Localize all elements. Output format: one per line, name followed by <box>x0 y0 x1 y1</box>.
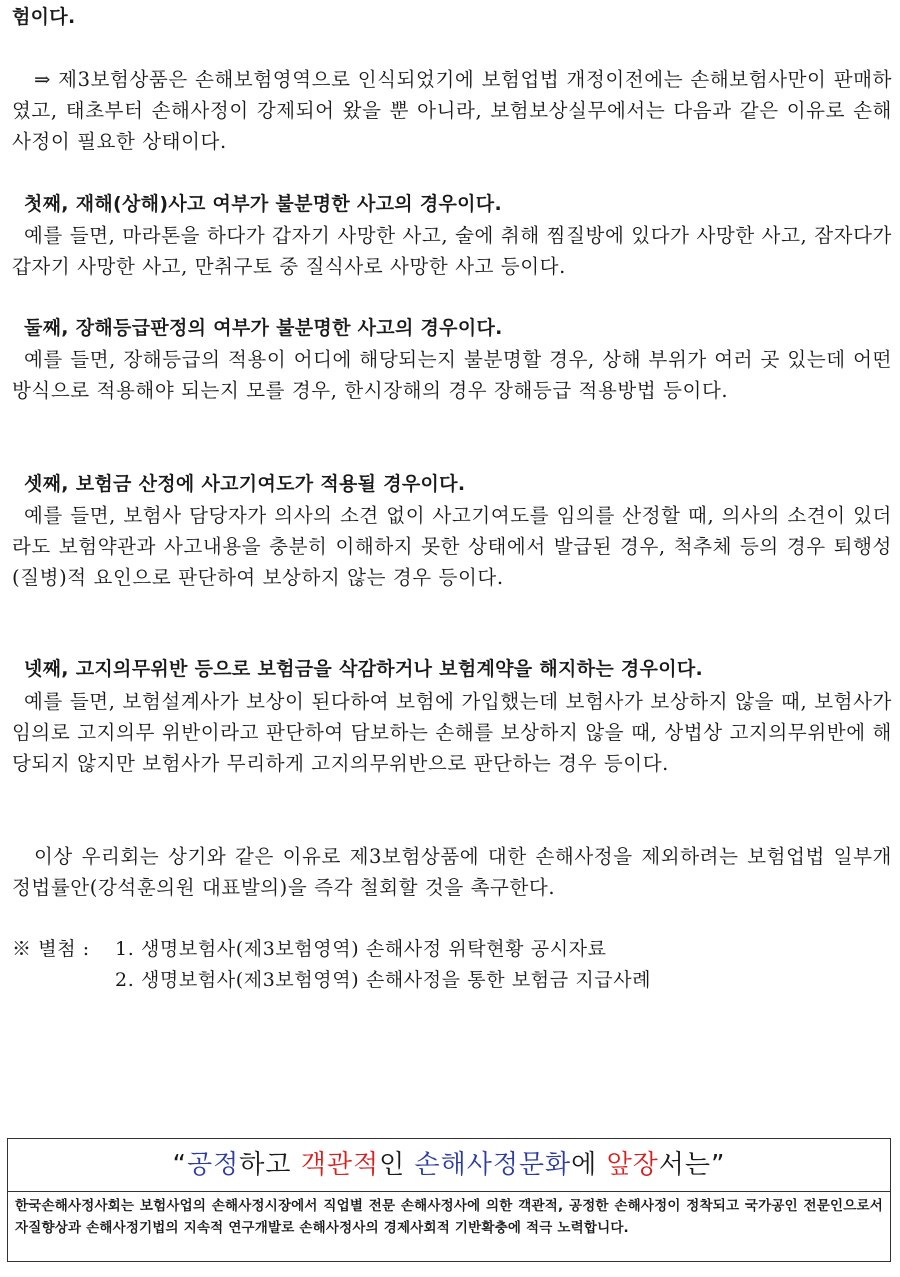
slogan-part: 공정 <box>186 1150 240 1180</box>
slogan-part: 서는” <box>658 1150 726 1180</box>
section-3-body: 예를 들면, 보험사 담당자가 의사의 소견 없이 사고기여도를 임의를 산정할 때, 의사의 소견이 있더라도 보험약관과 사고내용을 충분히 이해하지 못한 상태에서 발급된 경우, 척추체 등의 경우 퇴행성(질병)적 요인으로 판단하여 보상하지 않는 경우 등이다. <box>12 504 892 589</box>
slogan-part: 손해사정문화 <box>414 1150 572 1180</box>
conclusion-paragraph: 이상 우리회는 상기와 같은 이유로 제3보험상품에 대한 손해사정을 제외하려는 보험업법 일부개정법률안(강석훈의원 대표발의)을 즉각 철회할 것을 촉구한다. <box>12 845 892 899</box>
section-4-heading: 넷째, 고지의무위반 등으로 보험금을 삭감하거나 보험계약을 해지하는 경우이다. <box>24 658 704 680</box>
section-1-body: 예를 들면, 마라톤을 하다가 갑자기 사망한 사고, 술에 취해 찜질방에 있다가 사망한 사고, 잠자다가 갑자기 사망한 사고, 만취구토 중 질식사로 사망한 사고 등이다. <box>12 224 892 278</box>
section-2-body: 예를 들면, 장해등급의 적용이 어디에 해당되는지 불분명할 경우, 상해 부위가 여러 곳 있는데 어떤 방식으로 적용해야 되는지 모를 경우, 한시장해의 경우 장해등급 적용방법 등이다. <box>12 348 892 402</box>
intro-paragraph: ⇒ 제3보험상품은 손해보험영역으로 인식되었기에 보험업법 개정이전에는 손해보험사만이 판매하였고, 태초부터 손해사정이 강제되어 왔을 뿐 아니라, 보험보상실무에서는 다음과 같은 이유로 손해사정이 필요한 상태이다. <box>12 68 892 153</box>
footer-box <box>7 1138 891 1262</box>
slogan-part: 에 <box>571 1150 607 1180</box>
slogan-part: 하고 <box>239 1150 301 1180</box>
attachment-item-1: 1. 생명보험사(제3보험영역) 손해사정 위탁현황 공시자료 <box>115 938 607 960</box>
slogan-part: “ <box>172 1150 187 1180</box>
slogan-part: 앞장 <box>606 1150 659 1180</box>
attachment-label: ※ 별첨 : <box>12 938 90 960</box>
slogan <box>8 1139 890 1192</box>
section-4-body: 예를 들면, 보험설계사가 보상이 된다하여 보험에 가입했는데 보험사가 보상하지 않을 때, 보험사가 임의로 고지의무 위반이라고 판단하여 담보하는 손해를 보상하지 않을 때, 상법상 고지의무위반에 해당되지 않지만 보험사가 무리하게 고지의무위반으로 판단하는 경우 등이다. <box>12 690 892 775</box>
section-3-heading: 셋째, 보험금 산정에 사고기여도가 적용될 경우이다. <box>24 473 466 495</box>
section-2-heading: 둘째, 장해등급판정의 여부가 불분명한 사고의 경우이다. <box>24 317 503 339</box>
organization-description: 한국손해사정사회는 보험사업의 손해사정시장에서 직업별 전문 손해사정사에 의한 객관적, 공정한 손해사정이 정착되고 국가공인 전문인으로서 자질향상과 손해사정기법의 지속적 연구개발로 손해사정사의 경제사회적 기반확충에 적극 노력합니다. <box>15 1198 883 1236</box>
section-1-heading: 첫째, 재해(상해)사고 여부가 불분명한 사고의 경우이다. <box>24 193 502 215</box>
slogan-part: 객관적 <box>300 1150 380 1180</box>
slogan-part: 인 <box>379 1150 415 1180</box>
continued-line: 험이다. <box>12 6 76 28</box>
attachment-item-2: 2. 생명보험사(제3보험영역) 손해사정을 통한 보험금 지급사례 <box>115 969 652 991</box>
